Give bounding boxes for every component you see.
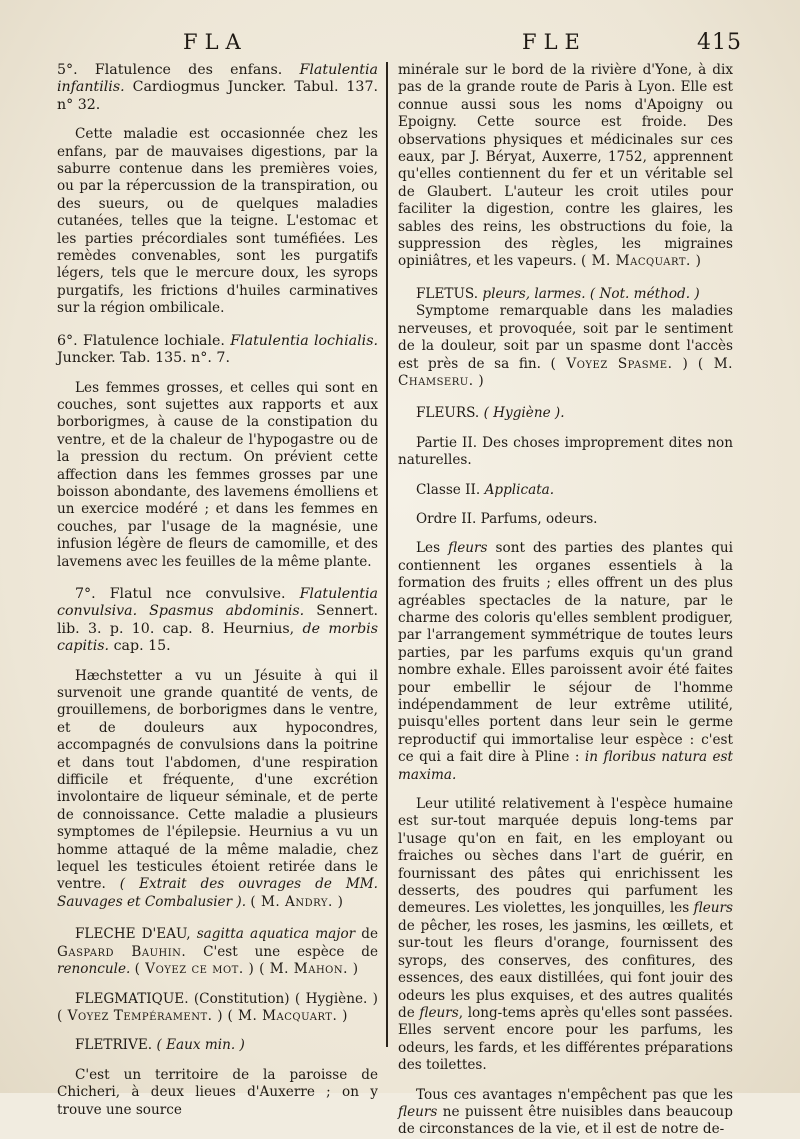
entry-6-ref: Juncker. Tab. 135. n°. 7. [57,350,230,367]
fleurs-p2-start: Leur utilité relativement à l'espèce humaine est sur-tout marquée depuis long-tems par l'usage qu'on en fait, en les employant ou fraiches ou sèches dans l'art de guérir, en fournissant des pâtes qui enrichissent les desserts, des poudres qui parfument les demeures. Les violettes, les jonquilles, les [398,796,733,917]
fleurs-p2-italic: fleurs [693,900,733,917]
entry-6-latin: Flatulentia lochialis. [230,332,379,349]
flegmatique-signature: ( M. Macquart. ) [227,1007,348,1024]
fletus-heading [398,286,733,303]
header-right-title: FLE [522,30,587,54]
entry-6-body: Les femmes grosses, et celles qui sont en couches, sont sujettes aux rapports et aux borborigmes, à cause de la constipation du ventre, et de la chaleur de l'hypogastre ou de la pression du rectum. On prévient cette affection dans les femmes grosses par une boisson abondante, des lavemens émolliens et un exercice modéré ; et dans les femmes en couches, par l'usage de la magnésie, une infusion légère de fleurs de camomille, et des lavemens avec les feuilles de la même plante. [57,379,378,570]
entry-5-heading [57,62,378,114]
entry-7-latin: Flatulentia convulsiva. Spasmus abdominis. [57,585,379,620]
fleurs-paragraph-1 [398,540,733,784]
entry-6-title: Flatulence lochiale. [82,332,225,349]
fleche-text-2: C'est une espèce de [203,943,379,960]
fleurs-paragraph-3 [398,1087,733,1139]
entry-7-title: Flatul nce convulsive. [109,585,286,602]
fleurs-p1-italic: fleurs [448,540,488,557]
fletrive-sub: ( Eaux min. ) [156,1037,245,1054]
fleurs-p1-text: sont des parties des plantes qui contiennent les organes essentiels à la formation des fruits ; elles offrent un des plus agréables spectacles de la nature, par le charme des coloris qu'elles semblent prodiguer, par l'arrangement symmétrique de toutes leurs parties, par les parfums exquis qu'un grand nombre exhale. Elles paroissent avoir été faites pour embellir le séjour de l'homme indépendamment de leur extrême utilité, puisqu'elles portent dans leur sein le germe reproductif qui immortalise leur espèce : c'est ce qui a fait dire à Pline : [398,540,733,766]
flegmatique-title: FLEGMATIQUE. [75,990,189,1007]
fletrive-body: C'est un territoire de la paroisse de Chicheri, à deux lieues d'Auxerre ; on y trouve une source [57,1066,378,1118]
fleche-italic: renoncule. [57,961,131,978]
entry-7-number: 7°. [75,585,96,602]
fletrive-continuation-text: minérale sur le bord de la rivière d'Yone, à dix pas de la grande route de Paris à Lyon. Elle est connue aussi sous les noms d'Apoigny ou Epoigny. Cette source est froide. Des observations physiques et médicinales sur ces eaux, par J. Béryat, Auxerre, 1752, apprennent qu'elles contiennent du fer et un véritable sel de Glaubert. L'auteur les croit utiles pour faciliter la digestion, contre les glaires, les sables des reins, les obstructions du foie, la suppression des règles, les migraines opiniâtres, et les vapeurs. [398,62,733,270]
fleche-see: ( Voyez ce mot. ) ( M. Mahon. ) [134,961,359,978]
fleurs-p3-start: Tous ces avantages n'empêchent pas que les [416,1086,733,1103]
entry-5-title: Flatulence des enfans. [94,62,283,78]
fleurs-paragraph-2 [398,796,733,1075]
fleurs-sub: ( Hygiène ). [483,405,565,422]
entry-6-number: 6°. [57,332,78,349]
entry-5-latin: Flatulentia infantilis. [57,62,378,96]
fleurs-p2-italic-2: fleurs [419,1004,459,1021]
fletrive-signature: ( M. Macquart. ) [581,253,702,270]
flegmatique-rest: (Constitution) ( Hygiène. ) [193,990,378,1007]
entry-7-text: Hæchstetter a vu un Jésuite à qui il survenoit une grande quantité de vents, de grouillemens, de borborigmes dans le ventre, et de douleurs aux hypocondres, accompagnés de convulsions dans la poitrine et dans tout l'abdomen, d'une respiration difficile et fréquente, d'une excrétion involontaire de liqueur séminale, et de perte de connoissance. Cette maladie a plusieurs symptomes de l'épilepsie. Heurnius a vu un homme attaqué de la même maladie, chez lequel les testicules étoient retirée dans le ventre. [57,667,378,893]
fletus-see: ( Voyez Spasme. ) [550,355,689,372]
fleche-author: Gaspard Bauhin. [57,943,187,960]
fleurs-heading [398,405,733,422]
flegmatique-see: ( Voyez Tempérament. ) [57,1007,224,1024]
fleurs-classe-latin: Applicata. [484,481,555,498]
header-left-title: FLA [183,30,248,54]
fleche-text: de [361,926,378,943]
fletrive-title: FLETRIVE. [75,1037,153,1054]
fleurs-p2-end: , long-tems après qu'elles sont passées. Elles servent encore pour les parfums, les odeurs, les fards, et les différentes préparations des toilettes. [398,1004,733,1074]
entry-5-number: 5°. [57,62,78,78]
fletus-note: ( Not. méthod. ) [589,285,700,302]
fleche-latin: sagitta aquatica major [196,926,356,943]
fleurs-p1-quote: in floribus natura est maxima. [398,749,733,783]
entry-7-signature: ( M. Andry. ) [250,893,344,910]
fletus-title: FLETUS. [416,285,479,302]
entry-7-heading [57,586,378,656]
fleche-title: FLECHE D'EAU, [75,926,191,943]
fleurs-p3-text: ne puissent être nuisibles dans beaucoup de circonstances de la vie, et il est de notre de- [398,1103,733,1138]
fletus-signature: ( M. Chamseru. ) [398,355,733,389]
entry-5-body: Cette maladie est occasionnée chez les enfans, par de mauvaises digestions, par la saburre contenue dans les premières voies, ou par la répercussion de la transpiration, ou des sueurs, ou de quelques maladies cutanées, telles que la teigne. L'estomac et les parties précordiales sont tuméfiées. Les remèdes convenables, sont les purgatifs légers, tels que le mercure doux, les syrops purgatifs, les frictions d'huiles carminatives sur la région ombilicale. [57,126,378,317]
fleurs-ordre: Ordre II. Parfums, odeurs. [416,510,598,527]
entry-7-body [57,668,378,912]
entry-7-ref-italic: de morbis capitis. [57,620,379,655]
left-column [57,62,378,1119]
entry-6-heading [57,333,378,368]
fletus-body [398,303,733,390]
entry-7-extract: ( Extrait des ouvrages de MM. Sauvages et Combalusier ). [57,876,378,910]
fletus-text: Symptome remarquable dans les maladies nerveuses, et provoquée, soit par le sentiment de la douleur, soit par un spasme dont l'accès est près de sa fin. [398,303,733,372]
right-column [398,62,733,1139]
fleurs-partie: Partie II. Des choses improprement dites non naturelles. [398,434,733,469]
entry-7-ref: Sennert. lib. 3. p. 10. cap. 8. Heurnius, [57,603,379,637]
fleurs-classe [398,482,733,499]
entry-5-ref: Cardiogmus Juncker. Tabul. 137. n° 32. [57,79,378,113]
fleurs-p1-start: Les [416,540,441,557]
fleurs-title: FLEURS. [416,405,480,422]
entry-7-ref-end: cap. 15. [113,638,171,655]
flegmatique-entry [57,991,378,1026]
fleurs-p2-text: de pêcher, les roses, les jasmins, les œillets, et sur-tout les fleurs d'orange, fournissent des syrops, des conserves, des confitures, des essences, des eaux distillées, qui font jouir des odeurs les plus exquises, et des autres qualités de [398,917,733,1021]
fleurs-classe-label: Classe II. [416,481,481,498]
fleche-entry [57,926,378,978]
column-divider [386,62,388,1047]
fleurs-p3-italic: fleurs [398,1103,438,1120]
fletrive-continuation [398,62,733,271]
fletus-sub: pleurs, larmes. [482,285,586,302]
fletrive-entry [57,1037,378,1054]
running-header [0,30,800,60]
page-number: 415 [697,30,742,55]
